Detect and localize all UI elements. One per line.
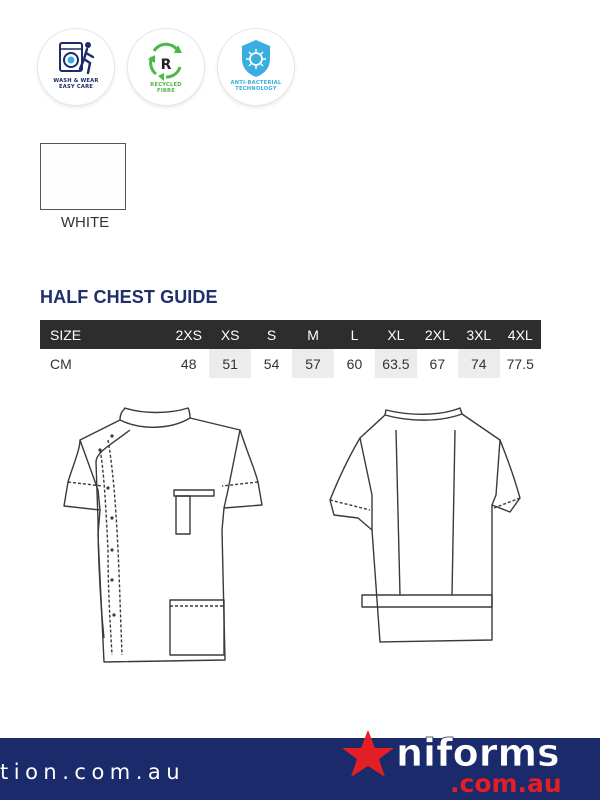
size-table	[40, 320, 541, 378]
shield-icon	[218, 29, 294, 105]
badge-line: EASY CARE	[58, 84, 94, 90]
badge-line: FIBRE	[157, 88, 175, 94]
logo-main-text: niforms	[396, 731, 560, 775]
measurement-cell: 60	[334, 349, 375, 378]
badge-line: WASH & WEAR	[53, 78, 99, 84]
anti-bacterial-badge	[218, 29, 294, 105]
recycle-letter: R	[160, 57, 172, 73]
measurement-cell: 54	[251, 349, 292, 378]
uniforms-logo[interactable]	[338, 722, 600, 800]
size-guide-title: HALF CHEST GUIDE	[40, 287, 218, 307]
measurement-cell: 77.5	[500, 349, 542, 378]
wash-wear-badge	[38, 29, 114, 105]
badge-line: ANTI-BACTERIAL	[230, 80, 282, 86]
size-cell: S	[251, 320, 292, 349]
garment-drawings	[0, 400, 600, 730]
measurement-unit-label: CM	[40, 349, 168, 378]
measurement-cell: 74	[458, 349, 499, 378]
measurement-cell: 48	[168, 349, 209, 378]
colour-swatch-white[interactable]	[40, 143, 126, 210]
size-cell: XS	[209, 320, 250, 349]
measurement-cell: 67	[417, 349, 458, 378]
size-header-row	[40, 320, 541, 349]
size-cell: 2XL	[417, 320, 458, 349]
size-cell: L	[334, 320, 375, 349]
garment-back-view	[330, 408, 520, 642]
measurement-row	[40, 349, 541, 378]
logo-domain-text: .com.au	[450, 769, 562, 798]
star-icon	[342, 730, 394, 777]
recycled-fibre-badge	[128, 29, 204, 105]
measurement-cell: 51	[209, 349, 250, 378]
measurement-cell: 57	[292, 349, 333, 378]
size-cell: 3XL	[458, 320, 499, 349]
size-cell: 2XS	[168, 320, 209, 349]
size-cell: XL	[375, 320, 416, 349]
badge-line: TECHNOLOGY	[235, 86, 277, 92]
badge-line: RECYCLED	[150, 82, 182, 88]
garment-front-view	[64, 408, 262, 662]
colour-swatch-label: WHITE	[60, 214, 110, 231]
measurement-cell: 63.5	[375, 349, 416, 378]
washing-machine-icon	[38, 29, 114, 105]
size-header-label: SIZE	[40, 320, 168, 349]
size-cell: 4XL	[500, 320, 542, 349]
size-cell: M	[292, 320, 333, 349]
footer-url[interactable]: tion.com.au	[0, 760, 186, 784]
